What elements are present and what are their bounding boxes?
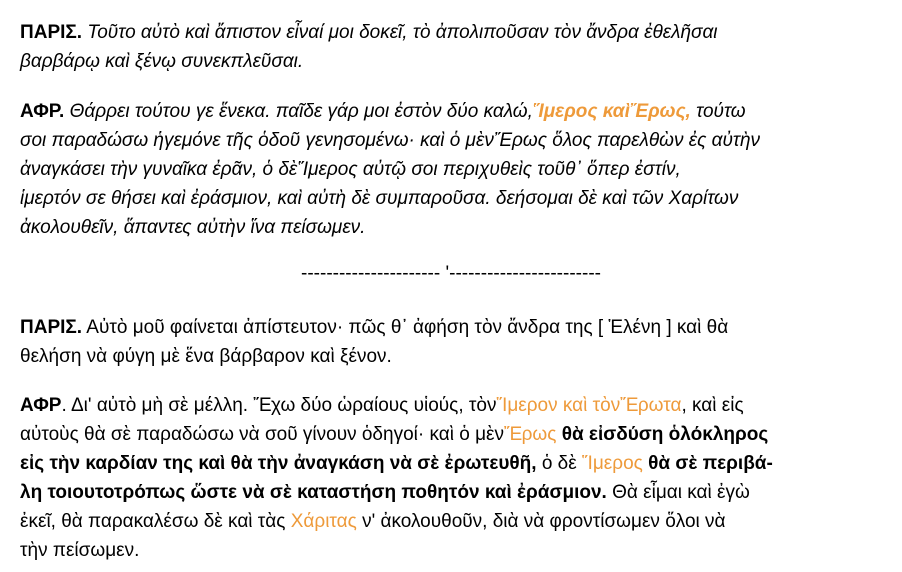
highlighted-name: Ἵμερος [582, 453, 643, 474]
modern-text: Θὰ εἶμαι καὶ ἐγὼ [606, 482, 750, 503]
section-separator: ---------------------- '------------------------ [301, 263, 601, 284]
speaker-label: ΑΦΡ. [20, 101, 65, 122]
modern-text: ὁ δὲ [536, 453, 583, 474]
modern-text: Αὐτὸ μοῦ φαίνεται ἀπίστευτον· πῶς θ᾽ ἀφήση τὸν ἄνδρα της [ Ἑλένη ] καὶ θὰ [82, 317, 729, 338]
modern-text: ν' ἀκολουθοῦν, διὰ νὰ φροντίσωμεν ὅλοι νὰ [356, 511, 726, 532]
paris-ancient-paragraph [20, 18, 892, 76]
ancient-text: ἱμερτόν σε θήσει καὶ ἐράσμιον, καὶ αὐτὴ δὲ συμπαροῦσα. δεήσομαι δὲ καὶ τῶν Χαρίτων [20, 188, 739, 209]
bold-text: θὰ σὲ περιβά- [642, 453, 773, 474]
ancient-text: τούτω [690, 101, 746, 122]
highlighted-names: Ἵμερον καὶ τὸνἜρωτα [496, 395, 682, 416]
text-line [20, 449, 892, 478]
text-line [20, 391, 892, 420]
speaker-label: ΑΦΡ [20, 395, 62, 416]
modern-text: , καὶ εἰς [681, 395, 744, 416]
bold-text: λη τοιουτοτρόπως ὥστε νὰ σὲ καταστήση ποθητόν καὶ ἐράσμιον. [20, 482, 607, 503]
ancient-text: βαρβάρῳ καὶ ξένῳ συνεκπλεῦσαι. [20, 51, 304, 72]
speaker-label: ΠΑΡΙΣ. [20, 317, 83, 338]
ancient-text: ἀναγκάσει τὴν γυναῖκα ἐρᾶν, ὁ δὲἽμερος αὐτῷ σοι περιχυθεὶς τοῦθ᾽ ὅπερ ἐστίν, [20, 159, 681, 180]
text-line [20, 478, 892, 507]
modern-text: τὴν πείσωμεν. [20, 540, 140, 561]
bold-text: εἰς τὴν καρδίαν της καὶ θὰ τὴν ἀναγκάση νὰ σὲ ἐρωτευθῆ, [20, 453, 537, 474]
text-line [20, 97, 892, 126]
text-line [20, 313, 892, 342]
bold-text: θὰ εἰσδύση ὁλόκληρος [556, 424, 769, 445]
modern-text: . Δι' αὐτὸ μὴ σὲ μέλλη. Ἔχω δύο ὡραίους υἱούς, τὸν [61, 395, 497, 416]
paris-modern-paragraph [20, 313, 892, 371]
ancient-text: Θάρρει τούτου γε ἕνεκα. παῖδε γάρ μοι ἐστὸν δύο καλώ, [64, 101, 533, 122]
aphrodite-modern-paragraph [20, 391, 892, 565]
ancient-text: Τοῦτο αὐτὸ καὶ ἄπιστον εἶναί μοι δοκεῖ, τὸ ἀπολιποῦσαν τὸν ἄνδρα ἐθελῆσαι [82, 22, 718, 43]
modern-text: αὐτοὺς θὰ σὲ παραδώσω νὰ σοῦ γίνουν ὁδηγοί· καὶ ὁ μὲν [20, 424, 504, 445]
highlighted-names: Ἵμερος καὶἜρως, [532, 101, 691, 122]
highlighted-name: Χάριτας [290, 511, 357, 532]
text-line [20, 18, 892, 47]
ancient-text: ἀκολουθεῖν, ἅπαντες αὐτὴν ἵνα πείσωμεν. [20, 217, 366, 238]
ancient-text: σοι παραδώσω ἡγεμόνε τῆς ὁδοῦ γενησομένω· καὶ ὁ μὲνἜρως ὅλος παρελθὼν ἐς αὐτὴν [20, 130, 761, 151]
text-line [20, 507, 892, 536]
modern-text: θελήση νὰ φύγη μὲ ἕνα βάρβαρον καὶ ξένον. [20, 346, 392, 367]
aphrodite-ancient-paragraph [20, 97, 892, 242]
modern-text: ἐκεῖ, θὰ παρακαλέσω δὲ καὶ τὰς [20, 511, 291, 532]
text-line [20, 420, 892, 449]
speaker-label: ΠΑΡΙΣ. [20, 22, 83, 43]
highlighted-name: Ἔρως [503, 424, 557, 445]
